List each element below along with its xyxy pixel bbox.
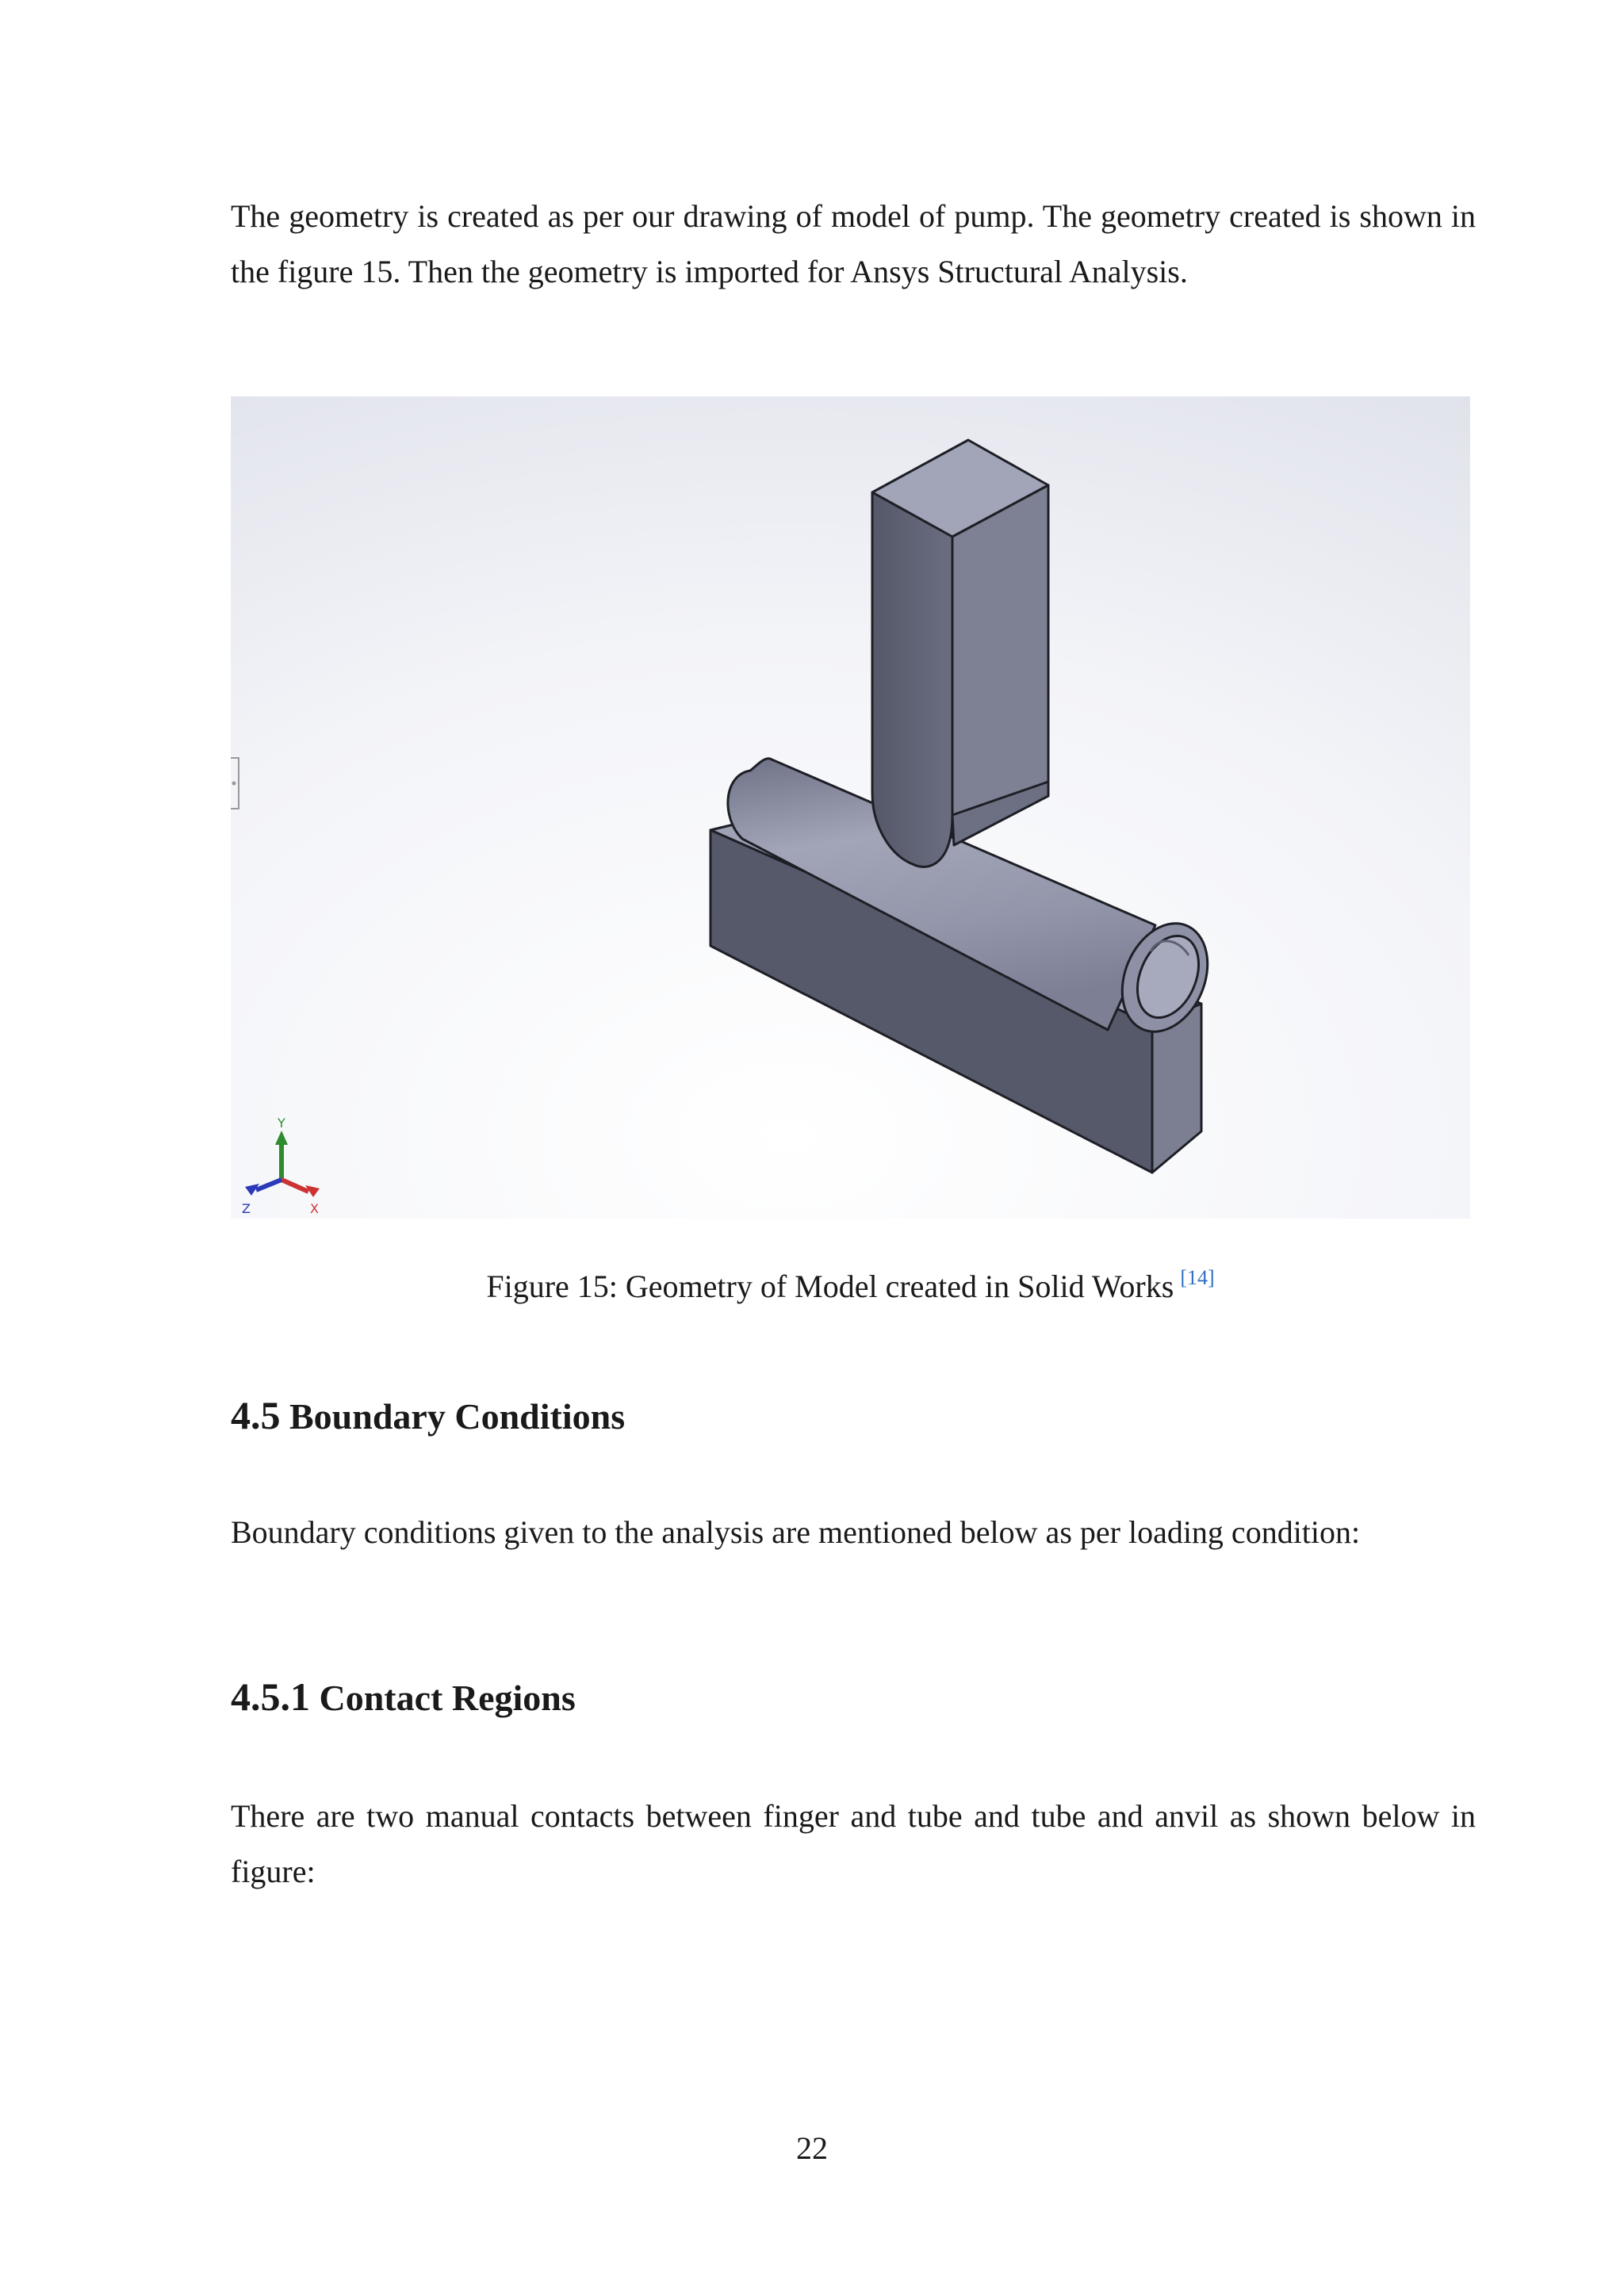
- section-paragraph: Boundary conditions given to the analysis are mentioned below as per loading condition:: [231, 1514, 1361, 1550]
- axis-z-label: Z: [242, 1201, 251, 1216]
- subsection-number: 4.5.1: [231, 1674, 310, 1719]
- finger-front-face: [872, 492, 952, 867]
- section-title: Boundary Conditions: [289, 1396, 626, 1437]
- solidworks-model-figure: [231, 396, 1470, 1219]
- subsection-paragraph: There are two manual contacts between finger and tube and tube and anvil as shown below in figure:: [231, 1798, 1476, 1889]
- section-number: 4.5: [231, 1393, 281, 1437]
- axis-y-label: Y: [278, 1115, 285, 1131]
- subsection-heading: [231, 1673, 576, 1722]
- section-heading: [231, 1391, 625, 1441]
- finger: [872, 440, 1048, 867]
- figure-citation-link[interactable]: [14]: [1180, 1266, 1215, 1289]
- figure-caption: [231, 1254, 1470, 1311]
- intro-paragraph: The geometry is created as per our drawing of model of pump. The geometry created is shown in the figure 15. Then the geometry is imported for Ansys Structural Analysis.: [231, 198, 1476, 289]
- panel-edge-dot: [232, 782, 236, 786]
- subsection-title: Contact Regions: [319, 1678, 576, 1718]
- figure-caption-text: Figure 15: Geometry of Model created in Solid Works: [486, 1269, 1174, 1304]
- page-number: 22: [796, 2130, 828, 2166]
- axis-x-label: X: [310, 1201, 319, 1216]
- finger-side-face: [952, 485, 1048, 836]
